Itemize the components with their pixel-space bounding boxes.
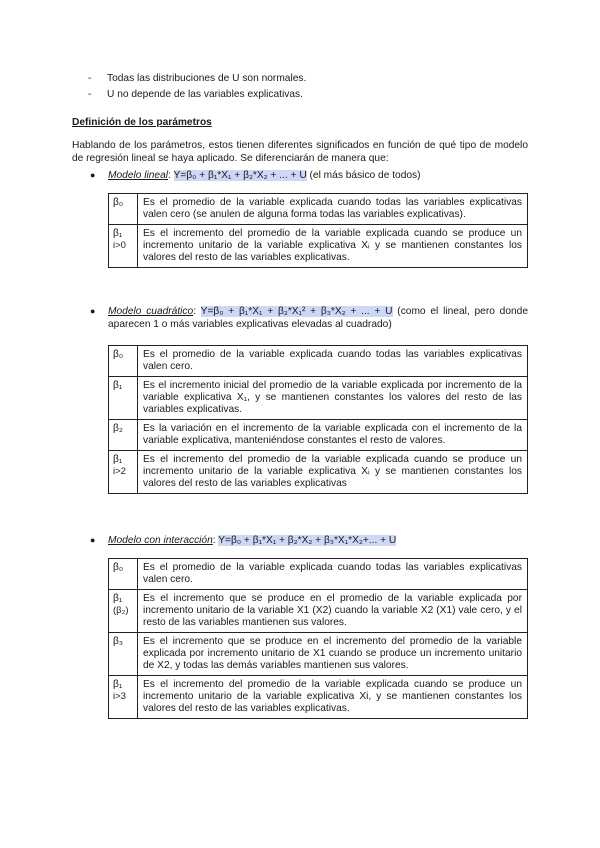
params-table-lineal (108, 193, 528, 268)
param-symbol: β₁ (113, 228, 123, 239)
param-description: Es el incremento del promedio de la variable explicada cuando se produce un incremento unitario de la variable explicativa Xᵢ y se mantienen constantes los valores del resto de las variables explicativas (138, 451, 528, 494)
param-symbol: β₀ (113, 562, 124, 573)
bullet-icon: ● (90, 306, 96, 316)
dash-marker: - (88, 73, 92, 84)
model-interaccion-line (0, 534, 600, 548)
model-note: (el más básico de todos) (309, 170, 421, 181)
param-symbol-cell (109, 377, 138, 420)
assumption-text: Todas las distribuciones de U son normales. (107, 73, 307, 84)
table-row (109, 590, 528, 633)
table-row (109, 676, 528, 719)
param-symbol: β₁ (113, 593, 123, 604)
bullet-icon: ● (90, 535, 96, 545)
table-row (109, 194, 528, 225)
param-symbol: β₂ (113, 423, 123, 434)
param-symbol: β₁ (113, 380, 123, 391)
colon: : (193, 306, 197, 317)
param-description: Es el incremento del promedio de la variable explicada cuando se produce un incremento unitario de la variable explicativa Xi, y se mantienen constantes los valores del resto de las variables explicativas. (138, 676, 528, 719)
model-cuadratico-line (0, 305, 600, 335)
param-description: Es el incremento del promedio de la variable explicada cuando se produce un incremento unitario de la variable explicativa Xᵢ y se mantienen constantes los valores del resto de las variables explicativas. (138, 225, 528, 268)
table-row (109, 377, 528, 420)
param-description: Es el promedio de la variable explicada cuando todas las variables explicativas valen cero. (138, 346, 528, 377)
dash-marker: - (88, 89, 92, 100)
formula: Y=β₀ + β₁*X₁ + β₂*X₂ + β₃*X₁*X₂+... + U (218, 535, 397, 546)
param-index: i>2 (113, 466, 126, 477)
param-symbol-cell (109, 559, 138, 590)
section-heading: Definición de los parámetros (72, 117, 212, 128)
colon: : (168, 170, 171, 181)
formula: Y=β₀ + β₁*X₁ + β₂*X₂ + ... + U (173, 170, 307, 181)
param-symbol-cell (109, 225, 138, 268)
table-row (109, 346, 528, 377)
model-name: Modelo lineal (108, 170, 169, 181)
param-description: Es la variación en el incremento de la variable explicada con el incremento de la variable explicativa, manteniéndose constantes el resto de valores. (138, 420, 528, 451)
param-symbol-cell (109, 676, 138, 719)
model-name: Modelo con interacción (108, 535, 213, 546)
param-description: Es el incremento que se produce en el promedio de la variable explicada por incremento unitario de la variable X1 (X2) cuando la variable X2 (X1) vale cero, y el resto de las variables mantienen sus valores. (138, 590, 528, 633)
param-symbol-cell (109, 194, 138, 225)
param-symbol-cell (109, 420, 138, 451)
param-index: i>0 (113, 240, 126, 251)
model-note: (como el lineal, pero donde aparecen 1 o más variables explicativas elevadas al cuadrado) (108, 306, 528, 330)
table-row (109, 225, 528, 268)
colon: : (212, 535, 216, 546)
assumption-text: U no depende de las variables explicativas. (107, 89, 303, 100)
param-symbol: β₁ (113, 454, 123, 465)
param-description: Es el incremento que se produce en el incremento del promedio de la variable explicada por incremento unitario de X1 cuando se produce un incremento unitario de X2, y todas las demás variables mantienen sus valores. (138, 633, 528, 676)
param-description: Es el promedio de la variable explicada cuando todas las variables explicativas valen cero (se anulen de alguna forma todas las variables explicativas). (138, 194, 528, 225)
table-row (109, 451, 528, 494)
param-index: i>3 (113, 691, 126, 702)
param-symbol: β₁ (113, 679, 123, 690)
param-symbol-cell (109, 346, 138, 377)
param-symbol: β₀ (113, 349, 124, 360)
param-symbol: β₀ (113, 197, 124, 208)
param-symbol-cell (109, 451, 138, 494)
param-description: Es el incremento inicial del promedio de la variable explicada por incremento de la variable explicativa X₁, y se mantienen constantes los valores del resto de las variables explicativas. (138, 377, 528, 420)
table-row (109, 559, 528, 590)
param-index: (β₂) (113, 605, 129, 616)
table-row (109, 633, 528, 676)
params-table-interaccion (108, 558, 528, 719)
bullet-icon: ● (90, 170, 96, 180)
param-description: Es el promedio de la variable explicada cuando todas las variables explicativas valen cero. (138, 559, 528, 590)
model-lineal-line (0, 169, 600, 183)
param-symbol: β₃ (113, 636, 124, 647)
param-symbol-cell (109, 590, 138, 633)
formula: Y=β₀ + β₁*X₁ + β₂*X₁² + β₃*X₂ + ... + U (200, 306, 393, 317)
model-name: Modelo cuadrático (108, 306, 194, 317)
intro-paragraph: Hablando de los parámetros, estos tienen diferentes significados en función de qué tipo de modelo de regresión lineal se haya aplicado. Se diferenciarán de manera que: (72, 140, 528, 164)
param-symbol-cell (109, 633, 138, 676)
params-table-cuadratico (108, 345, 528, 494)
table-row (109, 420, 528, 451)
